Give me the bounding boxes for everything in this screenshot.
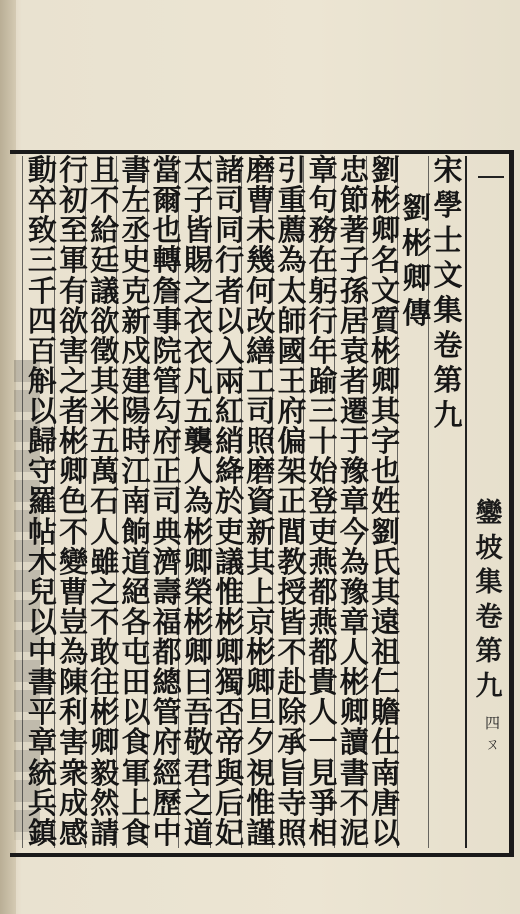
fishtail-title: 鑾 坡 集 卷 第 九 [475,498,503,702]
text-column: 動 卒 致 三 千 四 百 斛 以 歸 守 羅 帖 木 兒 以 中 書 平 章 統 兵 鎮 [27,153,57,850]
volume-title: 宋 學 士 文 集 卷 第 九 [433,153,463,432]
text-column: 忠 節 著 子 孫 居 袁 者 遷 于 豫 章 今 為 豫 章 人 彬 卿 讀 書 不 泥 [339,153,369,850]
column-rule [22,156,23,848]
text-column: 磨 曹 未 幾 何 改 繕 工 司 照 磨 資 新 其 上 京 彬 卿 旦 夕 視 惟 謹 [246,153,276,850]
chapter-title: 劉 彬 卿 傳 [402,191,432,330]
text-column: 劉 彬 卿 名 文 質 彬 卿 其 字 也 姓 劉 氏 其 遠 祖 仁 贍 仕 南 唐 以 [371,153,401,850]
text-column: 諸 司 同 行 者 以 入 兩 紅 綃 絳 於 吏 議 惟 彬 卿 獨 否 帝 與 后 妃 [215,153,245,850]
text-column: 引 重 薦 為 太 師 國 王 府 偏 架 正 閭 教 授 皆 不 赴 除 承 旨 寺 照 [277,153,307,850]
text-column: 太 子 皆 賜 之 衣 衣 凡 五 襲 人 為 彬 卿 榮 彬 卿 曰 吾 敬 君 之 道 [183,153,213,850]
text-column: 且 不 給 廷 議 欲 徵 其 米 五 萬 石 人 雖 之 不 敢 往 彬 卿 毅 然 請 [90,153,120,850]
text-column: 章 句 務 在 躬 行 年 踰 三 十 始 登 吏 燕 都 燕 都 貴 人 一 見 爭 相 [308,153,338,850]
fishtail-mark [478,160,504,178]
text-column: 當 爾 也 轉 詹 事 院 管 勾 府 正 司 典 濟 壽 福 都 總 管 府 經 歷 中 [152,153,182,850]
folio-number: 四 ㄡ [485,714,516,753]
text-column: 書 左 丞 史 克 新 戍 建 陽 時 江 南 餉 道 絕 各 屯 田 以 食 軍 上 食 [121,153,151,850]
text-column: 行 初 至 軍 有 欲 害 之 者 彬 卿 色 不 變 曹 豈 為 陳 利 害 衆 成 感 [59,153,89,850]
